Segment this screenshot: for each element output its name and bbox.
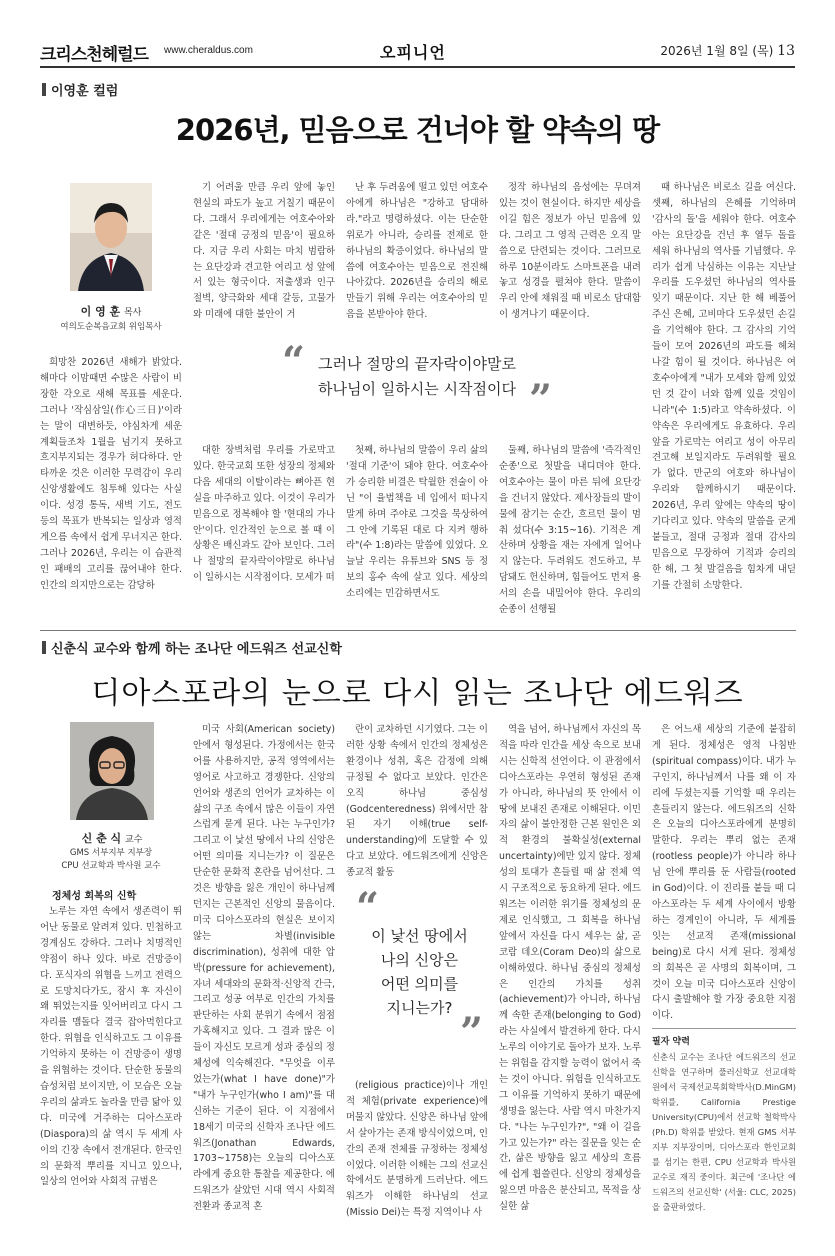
site-url[interactable]: www.cheraldus.com bbox=[164, 45, 253, 56]
article-headline-2: 디아스포라의 눈으로 다시 읽는 조나단 에드워즈 bbox=[91, 676, 744, 711]
label-bar bbox=[42, 641, 46, 654]
section-title: 오피니언 bbox=[380, 43, 446, 62]
article-column-2-bottom bbox=[193, 443, 335, 620]
article2-column-5 bbox=[652, 722, 796, 1022]
quote-line: 지니는가? bbox=[386, 999, 453, 1017]
paragraph: 희망찬 2026년 새해가 밝았다. 해마다 이맘때면 수많은 사람이 비장한 각오로 새해 목표를 세운다. 그러나 '작심삼일(作心三日)'이라는 말이 대변하듯, 야심차게 세운 계획들조차 1월을 넘기지 못하고 흐지부지되는 경우가 허다하다. 안타까운 것은 이러한 무력감이 우리 신앙생활에도 침투해 있다는 사실이다. 성경 통독, 새벽 기도, 전도 등의 목표가 반복되는 일상과 영적 게으름 속에서 쉽게 무너지곤 한다. 그러나 2026년, 우리는 이 습관적인 패배의 고리를 끊어내야 한다. 인간의 의지만으로는 감당하 bbox=[40, 357, 182, 591]
paragraph: 대한 장벽처럼 우리를 가로막고 있다. 한국교회 또한 성장의 정체와 다음 세대의 이탈이라는 뼈아픈 현실을 마주하고 있다. 이것이 우리가 믿음으로 정복해야 할 '현대의 가나안'이다. 인간적인 눈으로 볼 때 이 상황은 배신과도 같아 보인다. 그러나 절망의 끝자락이야말로 하나님이 일하시는 시작점이다. 모세가 떠 bbox=[193, 445, 335, 584]
article2-column-3-bottom bbox=[346, 1078, 488, 1222]
paragraph: 정작 하나님의 음성에는 무뎌져 있는 것이 현실이다. 하지만 세상을 이길 힘은 정보가 아닌 믿음에 있다. 그리고 그 영적 근력은 오직 말씀으로 단련되는 것이다. 그러므로 하루 10분이라도 스마트폰을 내려놓고 성경을 펼쳐야 한다. 말씀이 우리 안에 채워질 때 비로소 담대함이 생겨나기 때문이다. bbox=[499, 182, 641, 321]
open-quote-icon: “ bbox=[356, 884, 380, 931]
author-name-text: 이 영 훈 bbox=[80, 305, 121, 318]
quote-line: 이 낯선 땅에서 bbox=[371, 927, 468, 945]
pull-quote-text bbox=[352, 924, 487, 1020]
article2-column-3-top bbox=[346, 722, 488, 879]
paragraph: 란이 교차하던 시기였다. 그는 이러한 상황 속에서 인간의 정체성은 환경이나 성취, 혹은 감정에 의해 규정될 수 없다고 보았다. 인간은 오직 하나님 중심성(Godcenteredness) 위에서만 참된 자기 이해(true self-understanding)에 도달할 수 있다고 보았다. 에드워즈에게 신앙은 종교적 활동 bbox=[346, 724, 488, 879]
article2-column-2 bbox=[193, 722, 335, 1222]
label-bar bbox=[42, 83, 46, 96]
author-photo bbox=[70, 183, 152, 291]
author-title: 교수 bbox=[125, 835, 143, 845]
article-headline: 2026년, 믿음으로 건너야 할 약속의 땅 bbox=[175, 113, 660, 147]
bio-divider bbox=[652, 1028, 796, 1029]
open-quote-icon: “ bbox=[282, 338, 306, 385]
pull-quote-text bbox=[282, 350, 552, 402]
newspaper-logo: 크리스천헤럴드 bbox=[40, 45, 148, 65]
pull-quote bbox=[282, 338, 552, 423]
quote-line: 그러나 절망의 끝자락이야말로 bbox=[318, 355, 516, 373]
author-role-line: CPU 선교학과 박사원 교수 bbox=[61, 861, 161, 871]
article-column-4-top bbox=[499, 180, 641, 321]
bio-title: 필자 약력 bbox=[652, 1037, 690, 1047]
paragraph: (religious practice)이나 개인적 체험(private experience)에 머물지 않았다. 신앙은 하나님 앞에서 살아가는 존재 방식이었으며, 인간의 존재 전체를 규정하는 정체성이었다. 이러한 이해는 그의 선교신학에서도 분명하게 드러난다. 에드워즈가 이해한 하나님의 선교(Missio Dei)는 특정 지역이나 사 bbox=[346, 1080, 488, 1219]
page-number: 13 bbox=[777, 43, 795, 59]
paragraph: 때 하나님은 비로소 길을 여신다. 셋째, 하나님의 은혜를 기억하며 '감사의 돌'을 세워야 한다. 여호수아는 요단강을 건넌 후 열두 돌을 세워 하나님의 역사를 기념했다. 우리가 쉽게 낙심하는 이유는 지난날 우리를 도우셨던 하나님의 역사를 잊기 때문이다. 지난 한 해 베풀어 주신 은혜, 고비마다 도우셨던 손길을 기억해야 한다. 그 감사의 기억들이 모여 2026년의 파도를 헤쳐 나갈 힘이 될 것이다. 하나님은 여호수아에게 "내가 모세와 함께 있었던 것 같이 너와 함께 있을 것임이니라"(수 1:5)라고 약속하셨다. 이 약속은 우리에게도 유효하다. 우리 앞을 가로막는 여리고 성이 아무리 견고해 보일지라도 두려워할 필요가 없다. 만군의 여호와 하나님이 우리와 함께하시기 때문이다. 2026년, 우리 앞에는 약속의 땅이 기다리고 있다. 약속의 말씀을 굳게 붙들고, 절대 긍정과 절대 감사의 믿음으로 무장하여 기적과 승리의 한 해, 그 첫 발걸음을 힘차게 내딛기를 간절히 소망한다. bbox=[652, 182, 796, 591]
portrait-image bbox=[70, 183, 152, 291]
article-column-1 bbox=[40, 355, 182, 620]
column-label-text: 신춘식 교수와 함께 하는 조나단 에드워즈 선교신학 bbox=[51, 642, 342, 657]
subheading: 정체성 회복의 신학 bbox=[52, 891, 137, 902]
close-quote-icon: ” bbox=[459, 1009, 483, 1056]
issue-date: 2026년 1월 8일 (목) bbox=[660, 44, 774, 58]
masthead bbox=[40, 40, 795, 68]
author-bio: 신춘식 교수는 조나단 에드워즈의 선교신학을 연구하며 풀러신학교 선교대학원에서 국제선교목회학박사(D.MinGM) 학위를, California Prestige University(CPU)에서 선교학 철학박사(Ph.D) 학위를 받았다. 현재 GMS 서부지부 지부장이며, 디아스포라 한인교회를 섬기는 한편, CPU 선교학과 박사원 교수로 재직 중이다. 최근에 '조나단 에드워즈의 선교신학' (서울: CLC, 2025)을 출판하였다. bbox=[652, 1052, 796, 1212]
paragraph: 역을 넘어, 하나님께서 자신의 목적을 따라 인간을 세상 속으로 보내시는 신학적 선언이다. 이 관점에서 디아스포라는 우연히 형성된 존재가 아니라, 하나님의 뜻 안에서 이 땅에 보내진 존재로 이해된다. 이민자의 삶이 불안정한 근본 원인은 외적 환경의 불확실성(external uncertainty)에만 있지 않다. 정체성의 토대가 흔들릴 때 삶 전체 역시 구조적으로 동요하게 된다. 에드워즈는 이러한 위기를 정체성의 문제로 인식했고, 그 회복을 하나님 앞에서 자신을 다시 세우는 삶, 곧 코람 데오(Coram Deo)의 삶으로 이해하였다. 하나님 중심의 정체성은 인간의 가치를 성취(achievement)가 아니라, 하나님께 속한 존재(belonging to God)라는 사실에서 발견하게 한다. 다시 노루의 이야기로 돌아가 보자. 노루는 위험을 감지할 능력이 없어서 죽는 것이 아니다. 위험을 인식하고도 그 이유를 기억하지 못하기 때문에 생명을 잃는다. 사람 역시 마찬가지다. "나는 누구인가?", "왜 이 길을 가고 있는가?" 라는 질문을 잊는 순간, 삶은 방향을 잃고 세상의 흐름에 쉽게 휩쓸린다. 신앙의 정체성을 잃으면 마음은 분산되고, 목적을 상실한 삶 bbox=[499, 724, 641, 1213]
article-column-3-top bbox=[346, 180, 488, 321]
author-name bbox=[58, 303, 164, 319]
column-label bbox=[42, 80, 118, 99]
column-label-text: 이영훈 컬럼 bbox=[51, 84, 119, 99]
paragraph: 노루는 자연 속에서 생존력이 뛰어난 동물로 알려져 있다. 민첩하고 경계심도 강하다. 그러나 치명적인 약점이 하나 있다. 바로 건망증이다. 포식자의 위협을 느끼고 전력으로 도망치다가도, 잠시 후 자신이 왜 뛰었는지를 잊어버리고 다시 그 자리를 맴돌다 결국 잡아먹힌다고 한다. 위협을 인식하고도 그 이유를 기억하지 못하는 이 건망증이 생명을 위협하는 것이다. 단순한 동물의 습성처럼 보이지만, 이 모습은 오늘 우리의 삶과도 놀라울 만큼 닮아 있다. 미국에 거주하는 디아스포라(Diaspora)의 삶 역시 두 세계 사이의 긴장 속에서 전개된다. 한국인의 문화적 뿌리를 지니고 있으나, 일상의 언어와 사회적 규범은 bbox=[40, 906, 182, 1188]
quote-line: 어떤 의미를 bbox=[380, 975, 459, 993]
author-name-2 bbox=[52, 830, 172, 846]
author-role-line: GMS 서부지부 지부장 bbox=[69, 848, 153, 858]
dateline bbox=[660, 42, 795, 59]
article2-column-1 bbox=[40, 904, 182, 1222]
author-role-2 bbox=[40, 847, 182, 873]
article2-column-4 bbox=[499, 722, 641, 1222]
article-column-5 bbox=[652, 180, 796, 620]
column-label-2 bbox=[42, 638, 342, 657]
pull-quote-2 bbox=[352, 884, 487, 1056]
quote-line: 하나님이 일하시는 시작점이다 bbox=[318, 380, 516, 398]
paragraph: 미국 사회(American society) 안에서 형성된다. 가정에서는 한국어를 사용하지만, 공적 영역에서는 영어로 사고하고 경쟁한다. 신앙의 언어와 생존의 언어가 교차하는 이 삶의 구조 속에서 많은 이들이 자연스럽게 묻게 된다. 나는 누구인가? 그리고 이 낯선 땅에서 나의 신앙은 어떤 의미를 지니는가? 이 질문은 단순한 문화적 혼란을 넘어선다. 그것은 방향을 잃은 개인이 하나님께 던지는 근본적인 신앙의 물음이다. 미국 디아스포라의 현실은 보이지 않는 차별(invisible discrimination), 성취에 대한 압박(pressure for achievement), 자녀 세대와의 문화적·신앙적 간극, 그리고 성공 여부로 인간의 가치를 판단하는 사회 분위기 속에서 점점 가혹해지고 있다. 그 결과 많은 이들이 자신도 모르게 성과 중심의 정체성에 익숙해진다. "무엇을 이루었는가(what I have done)"가 "내가 누구인가(who I am)"를 대신하는 기준이 된다. 이 지점에서 18세기 미국의 신학자 조나단 에드워즈(Jonathan Edwards, 1703~1758)는 오늘의 디아스포라에게 중요한 통찰을 제공한다. 에드워즈가 살았던 시대 역시 사회적 전환과 종교적 혼 bbox=[193, 724, 335, 1213]
author-name-text: 신 춘 식 bbox=[81, 832, 122, 845]
paragraph: 은 어느새 세상의 기준에 붙잡히게 된다. 정체성은 영적 나침반(spiritual compass)이다. 내가 누구인지, 하나님께서 나를 왜 이 자리에 두셨는지를 기억할 때 우리는 흔들리지 않는다. 에드워즈의 신학은 오늘의 디아스포라에게 분명히 말한다. 우리는 뿌리 없는 존재(rootless people)가 아니라 하나님 안에 뿌리를 둔 사람들(rooted in God)이다. 이 진리를 붙들 때 디아스포라는 두 세계 사이에서 방황하는 경계인이 아니라, 두 세계를 잇는 선교적 존재(missional being)로 다시 서게 된다. 정체성의 회복은 곧 사명의 회복이며, 그것이 오늘 미국 디아스포라 신앙이 다시 출발해야 할 가장 중요한 지점이다. bbox=[652, 724, 796, 1022]
paragraph: 첫째, 하나님의 말씀이 우리 삶의 '절대 기준'이 돼야 한다. 여호수아가 승리한 비결은 탁월한 전술이 아닌 "이 율법책을 네 입에서 떠나지 말게 하며 주야로 그것을 묵상하여 그 안에 기록된 대로 다 지켜 행하라"(수 1:8)라는 말씀에 있었다. 오늘날 우리는 유튜브와 SNS 등 정보의 홍수 속에 살고 있다. 세상의 소리에는 민감하면서도 bbox=[346, 445, 488, 600]
author-role: 여의도순복음교회 위임목사 bbox=[60, 322, 162, 332]
close-quote-icon: ” bbox=[528, 376, 552, 423]
portrait-image bbox=[70, 722, 154, 820]
author-title: 목사 bbox=[124, 308, 142, 318]
quote-line: 나의 신앙은 bbox=[380, 951, 459, 969]
author-photo-2 bbox=[70, 722, 154, 820]
section-divider bbox=[40, 630, 796, 631]
article-column-3-bottom bbox=[346, 443, 488, 620]
paragraph: 난 후 두려움에 떨고 있던 여호수아에게 하나님은 "강하고 담대하라."라고 명령하셨다. 이는 단순한 위로가 아니라, 승리를 전제로 한 하나님의 확증이었다. 하나님의 말씀에 여호수아는 믿음으로 전진해 나아갔다. 2026년을 승리의 해로 만들기 위해 우리는 여호수아의 믿음을 본받아야 한다. bbox=[346, 182, 488, 321]
article-column-2-top bbox=[193, 180, 335, 321]
paragraph: 둘째, 하나님의 말씀에 '즉각적인 순종'으로 첫발을 내디뎌야 한다. 여호수아는 물이 마른 뒤에 요단강을 건너지 않았다. 제사장들의 발이 물에 잠기는 순간, 흐르던 물이 멈춰 섰다(수 3:15~16). 기적은 계산하며 상황을 재는 자에게 일어나지 않는다. 두려워도 전도하고, 부담돼도 헌신하며, 힘들어도 먼저 용서의 손을 내밀어야 한다. 우리의 순종이 선행될 bbox=[499, 445, 641, 616]
article-column-4-bottom bbox=[499, 443, 641, 620]
paragraph: 기 어려울 만큼 우리 앞에 놓인 현실의 파도가 높고 거칠기 때문이다. 그래서 우리에게는 여호수아와 같은 '절대 긍정의 믿음'이 필요하다. 지금 우리 사회는 마치 범람하는 요단강과 견고한 여리고 성 앞에 서 있는 형국이다. 저출생과 인구 절벽, 양극화와 세대 갈등, 고물가와 미래에 대한 불안이 거 bbox=[193, 182, 335, 321]
